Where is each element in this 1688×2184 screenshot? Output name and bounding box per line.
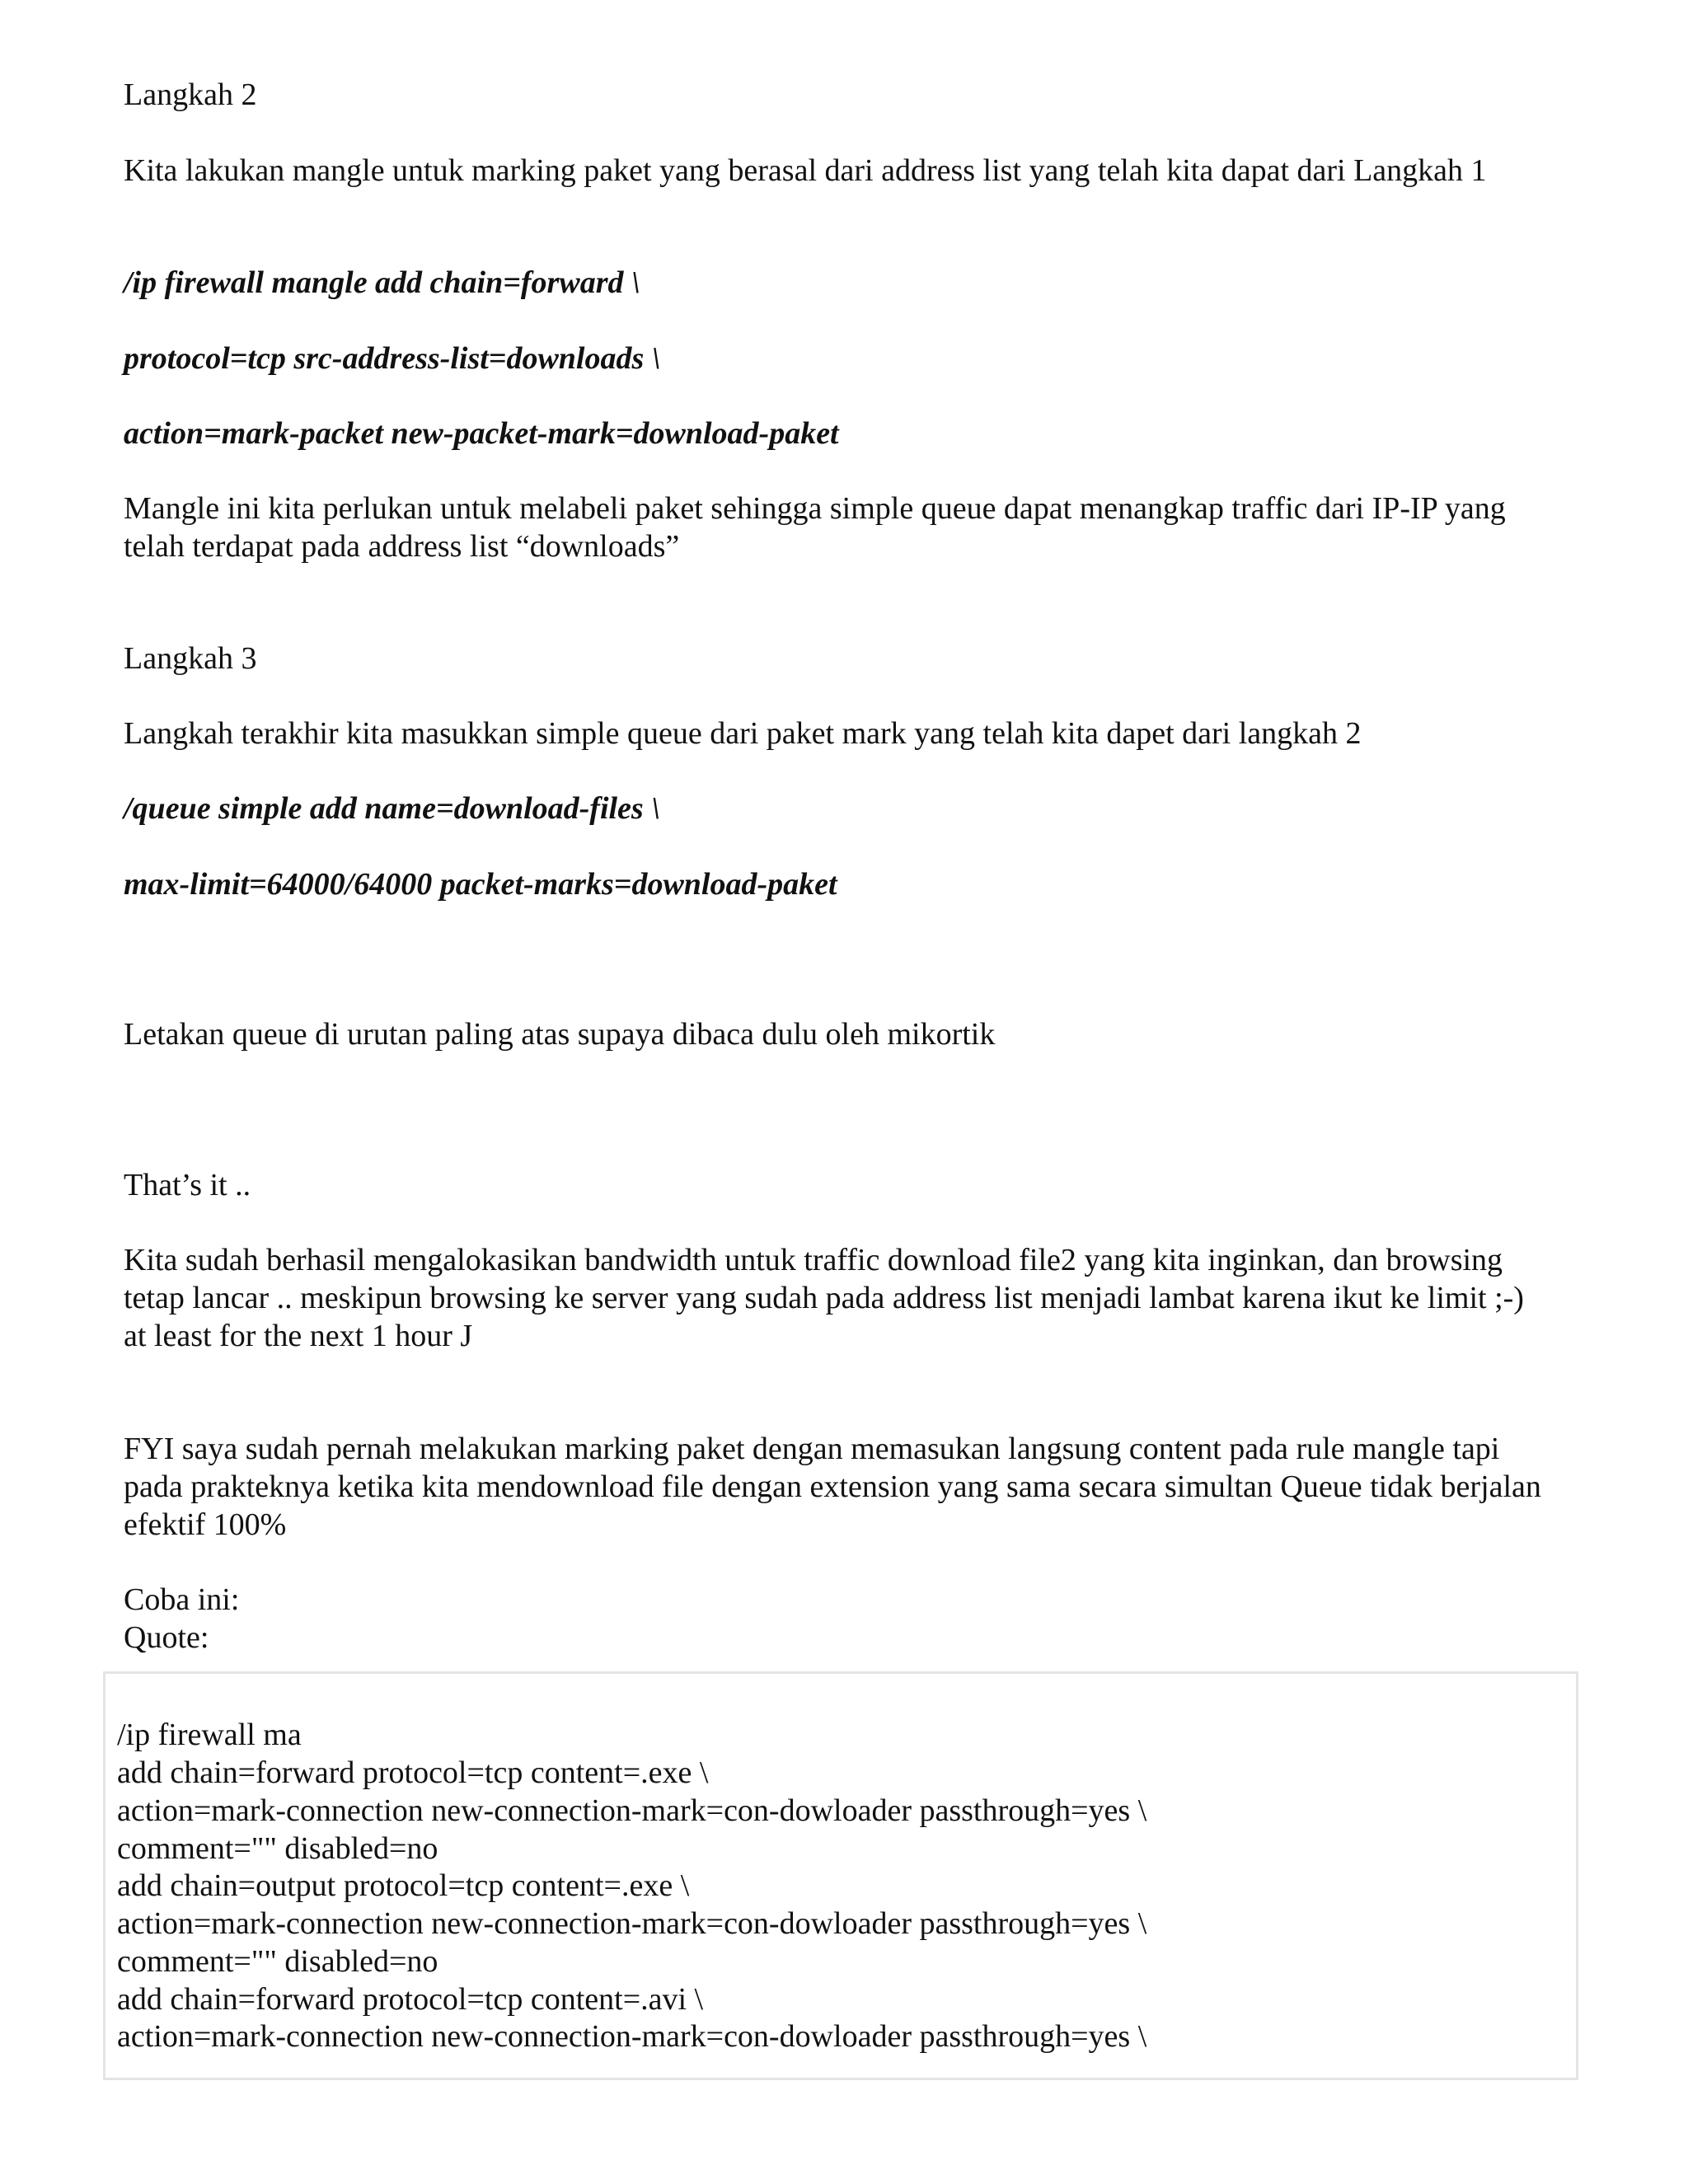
step2-command-line-1: /ip firewall mangle add chain=forward \ xyxy=(124,265,640,300)
quote-code-line: add chain=output protocol=tcp content=.exe \ xyxy=(117,1868,690,1903)
quote-code-line: action=mark-connection new-connection-mark=con-dowloader passthrough=yes \ xyxy=(117,2019,1147,2054)
quote-code-line: add chain=forward protocol=tcp content=.exe \ xyxy=(117,1755,709,1790)
step3-command-line-1: /queue simple add name=download-files \ xyxy=(124,791,660,826)
step3-intro: Langkah terakhir kita masukkan simple queue dari paket mark yang telah kita dapet dari langkah 2 xyxy=(124,716,1362,751)
quote-code-line: comment="" disabled=no xyxy=(117,1831,438,1866)
thats-it-text: That’s it .. xyxy=(124,1168,251,1202)
step2-heading: Langkah 2 xyxy=(124,77,257,112)
step3-heading: Langkah 3 xyxy=(124,641,257,676)
summary-paragraph: Kita sudah berhasil mengalokasikan bandwidth untuk traffic download file2 yang kita inginkan, dan browsing tetap lancar .. meskipun browsing ke server yang sudah pada address list menjadi lambat karena ikut ke limit ;-) at least for the next 1 hour J xyxy=(124,1243,1532,1353)
quote-code-line: comment="" disabled=no xyxy=(117,1944,438,1979)
quote-code-line: action=mark-connection new-connection-mark=con-dowloader passthrough=yes \ xyxy=(117,1906,1147,1941)
step3-note: Letakan queue di urutan paling atas supaya dibaca dulu oleh mikortik xyxy=(124,1017,996,1052)
fyi-paragraph: FYI saya sudah pernah melakukan marking paket dengan memasukan langsung content pada rule mangle tapi pada prakteknya ketika kita mendownload file dengan extension yang sama secara simultan Queue tidak berjalan efektif 100% xyxy=(124,1432,1550,1542)
step2-explanation: Mangle ini kita perlukan untuk melabeli paket sehingga simple queue dapat menangkap traffic dari IP-IP yang telah terdapat pada address list “downloads” xyxy=(124,491,1514,564)
step2-intro: Kita lakukan mangle untuk marking paket yang berasal dari address list yang telah kita dapat dari Langkah 1 xyxy=(124,153,1487,188)
step2-command-line-3: action=mark-packet new-packet-mark=download-paket xyxy=(124,416,839,451)
step3-command-line-2: max-limit=64000/64000 packet-marks=download-paket xyxy=(124,867,837,902)
try-label: Coba ini: xyxy=(124,1582,240,1617)
step2-command-line-2: protocol=tcp src-address-list=downloads \ xyxy=(124,341,661,376)
quote-code-line: add chain=forward protocol=tcp content=.avi \ xyxy=(117,1982,704,2017)
quote-code-line: /ip firewall ma xyxy=(117,1718,302,1752)
quote-code-line: action=mark-connection new-connection-mark=con-dowloader passthrough=yes \ xyxy=(117,1793,1147,1828)
quote-label: Quote: xyxy=(124,1620,209,1655)
